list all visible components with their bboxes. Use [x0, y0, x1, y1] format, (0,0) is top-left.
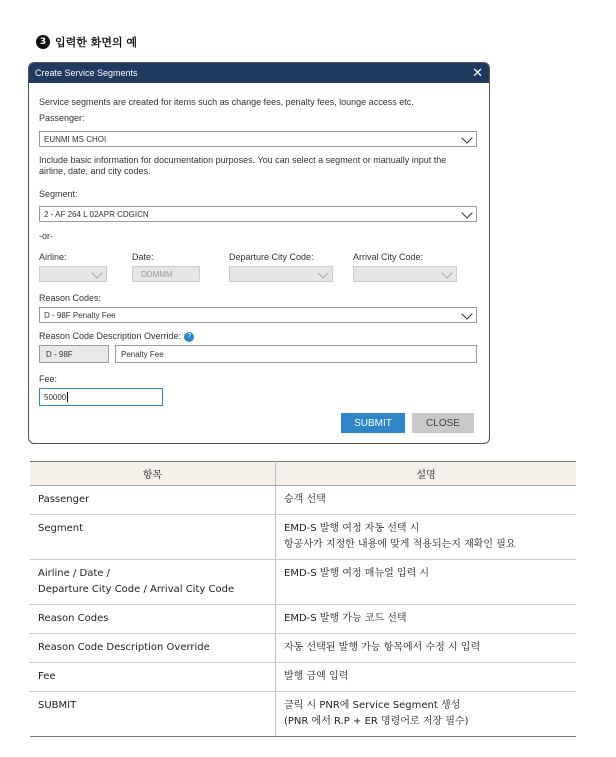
chevron-down-icon	[441, 267, 452, 278]
info-icon[interactable]: ?	[184, 332, 194, 342]
reason-codes-label: Reason Codes:	[39, 293, 102, 303]
step-number-badge: 3	[36, 35, 50, 49]
or-separator: -or-	[39, 231, 53, 241]
chevron-down-icon	[91, 267, 102, 278]
reference-table	[30, 461, 576, 737]
override-description-input[interactable]	[115, 345, 477, 363]
row-item-text: Passenger	[38, 494, 90, 505]
table-row	[30, 560, 576, 605]
row-item-text: Reason Codes	[38, 613, 109, 624]
segment-select[interactable]	[39, 206, 477, 222]
header-description: 설명	[276, 462, 577, 486]
row-desc-text: 클릭 시 PNR에 Service Segment 생성	[284, 700, 461, 711]
row-description	[276, 692, 577, 737]
submit-button[interactable]: SUBMIT	[341, 413, 405, 433]
close-button[interactable]: CLOSE	[412, 413, 474, 433]
intro-text: Service segments are created for items such as change fees, penalty fees, lounge access etc.	[39, 97, 414, 107]
row-item-text: SUBMIT	[38, 700, 77, 711]
arrival-city-label: Arrival City Code:	[353, 252, 424, 262]
row-desc-text-2: 항공사가 지정한 내용에 맞게 적용되는지 재확인 필요	[284, 539, 516, 550]
row-item-text: Segment	[38, 523, 83, 534]
airline-label: Airline:	[39, 252, 67, 262]
override-description-value: Penalty Fee	[121, 349, 164, 359]
row-description	[276, 560, 577, 605]
row-description	[276, 663, 577, 692]
section-heading	[36, 34, 137, 50]
passenger-select[interactable]	[39, 131, 477, 147]
row-item	[30, 663, 276, 692]
table-row	[30, 692, 576, 737]
row-item-text: Reason Code Description Override	[38, 642, 210, 653]
text-caret	[67, 392, 68, 402]
table-row	[30, 634, 576, 663]
segment-label: Segment:	[39, 189, 78, 199]
row-item	[30, 486, 276, 515]
row-desc-text-2: (PNR 에서 R.P + ER 명령어로 저장 필수)	[284, 716, 469, 727]
airline-select[interactable]	[39, 266, 107, 282]
reason-codes-select[interactable]	[39, 307, 477, 323]
row-item-text: Airline / Date /	[38, 568, 110, 579]
dialog-titlebar	[29, 63, 489, 83]
table-row	[30, 605, 576, 634]
table-row	[30, 663, 576, 692]
fee-input[interactable]	[39, 388, 163, 406]
info-text: Include basic information for documentation purposes. You can select a segment or manually input the airline, date, and city codes.	[39, 155, 447, 176]
row-item-text: Fee	[38, 671, 56, 682]
row-description	[276, 486, 577, 515]
row-item	[30, 605, 276, 634]
chevron-down-icon	[317, 267, 328, 278]
chevron-down-icon	[461, 207, 472, 218]
fee-label: Fee:	[39, 374, 58, 384]
override-label-row	[39, 331, 194, 342]
date-input[interactable]	[132, 266, 200, 282]
departure-city-label: Departure City Code:	[229, 252, 314, 262]
passenger-value: EUNMI MS CHOI	[44, 134, 107, 144]
segment-value: 2 - AF 264 L 02APR CDGICN	[44, 209, 149, 219]
table-header-row	[30, 462, 576, 486]
row-desc-text: 승객 선택	[284, 494, 326, 505]
reason-codes-value: D - 98F Penalty Fee	[44, 310, 116, 320]
arrival-city-select[interactable]	[353, 266, 457, 282]
override-code-field	[39, 345, 109, 363]
row-item-text-2: Departure City Code / Arrival City Code	[38, 584, 235, 595]
row-item	[30, 634, 276, 663]
table-row	[30, 486, 576, 515]
close-icon[interactable]: ✕	[472, 65, 483, 80]
row-item	[30, 560, 276, 605]
date-label: Date:	[132, 252, 154, 262]
row-desc-text: EMD-S 발행 여정 매뉴얼 입력 시	[284, 568, 430, 579]
chevron-down-icon	[461, 132, 472, 143]
dialog-title: Create Service Segments	[35, 68, 138, 78]
passenger-label: Passenger:	[39, 113, 85, 123]
chevron-down-icon	[461, 308, 472, 319]
row-item	[30, 515, 276, 560]
table-row	[30, 515, 576, 560]
create-service-segments-dialog	[28, 62, 490, 444]
row-description	[276, 515, 577, 560]
date-placeholder: DDMMM	[141, 269, 173, 279]
header-item: 항목	[30, 462, 276, 486]
row-desc-text: 자동 선택된 발행 가능 항목에서 수정 시 입력	[284, 642, 481, 653]
override-label: Reason Code Description Override:	[39, 331, 182, 341]
section-heading-text: 입력한 화면의 예	[55, 36, 138, 49]
row-desc-text: 발행 금액 입력	[284, 671, 349, 682]
fee-value: 50000	[44, 392, 67, 402]
row-description	[276, 605, 577, 634]
departure-city-select[interactable]	[229, 266, 333, 282]
override-code-value: D - 98F	[46, 349, 73, 359]
row-desc-text: EMD-S 발행 여정 자동 선택 시	[284, 523, 420, 534]
row-item	[30, 692, 276, 737]
row-description	[276, 634, 577, 663]
row-desc-text: EMD-S 발행 가능 코드 선택	[284, 613, 407, 624]
